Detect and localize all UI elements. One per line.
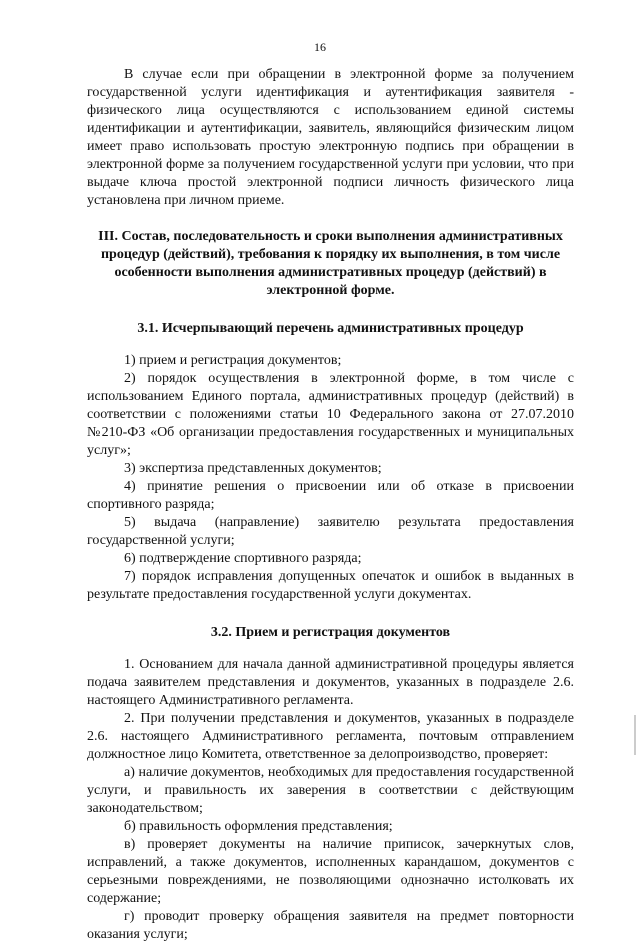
paragraph: 1. Основанием для начала данной административной процедуры является подача заявителем представления и документов, указанных в подразделе 2.6. настоящего Административного регламента. <box>87 657 574 708</box>
document-body <box>87 66 574 944</box>
section-title: III. Состав, последовательность и сроки выполнения административных процедур (действий), требования к порядку их выполнения, в том числе особенности выполнения административных процедур (действий) в электронной форме. <box>98 229 563 298</box>
list-item: 2) порядок осуществления в электронной форме, в том числе с использованием Единого портала, административных процедур (действий) в соответствии с положениями статьи 10 Федерального закона от 27.07.2010 №210-ФЗ «Об организации предоставления государственных и муниципальных услуг»; <box>87 371 574 458</box>
reception-paragraphs <box>87 656 574 944</box>
subsection-1-title: 3.1. Исчерпывающий перечень административных процедур <box>137 321 524 336</box>
paragraph: а) наличие документов, необходимых для предоставления государственной услуги, и правильность их заверения в соответствии с действующим законодательством; <box>87 765 574 816</box>
paragraph: 2. При получении представления и документов, указанных в подразделе 2.6. настоящего Административного регламента, почтовым отправлением должностное лицо Комитета, ответственное за делопроизводство, проверяет: <box>87 711 574 762</box>
subsection-2-title: 3.2. Прием и регистрация документов <box>210 625 451 640</box>
page-number: 16 <box>314 40 326 54</box>
list-item: 5) выдача (направление) заявителю результата предоставления государственной услуги; <box>87 515 574 548</box>
paragraph: в) проверяет документы на наличие приписок, зачеркнутых слов, исправлений, а также документов, исполненных карандашом, документов с серьезными повреждениями, не позволяющими однозначно истолковать их содержание; <box>87 837 574 906</box>
scan-edge-mark <box>634 715 636 755</box>
list-item: 7) порядок исправления допущенных опечаток и ошибок в выданных в результате предоставления государственной услуги документах. <box>87 569 574 602</box>
intro-paragraph: В случае если при обращении в электронной форме за получением государственной услуги идентификация и аутентификация заявителя - физического лица осуществляются с использованием единой системы идентификации и аутентификации, заявитель, являющийся физическим лицом имеет право использовать простую электронную подпись при обращении в электронной форме за получением государственной услуги при условии, что при выдаче ключа простой электронной подписи личность физического лица установлена при личном приеме. <box>87 67 574 208</box>
paragraph: б) правильность оформления представления; <box>124 819 393 834</box>
list-item: 4) принятие решения о присвоении или об отказе в присвоении спортивного разряда; <box>87 479 574 512</box>
paragraph: г) проводит проверку обращения заявителя на предмет повторности оказания услуги; <box>87 909 574 942</box>
procedures-list <box>87 352 574 604</box>
list-item: 6) подтверждение спортивного разряда; <box>124 551 362 566</box>
list-item: 1) прием и регистрация документов; <box>124 353 342 368</box>
list-item: 3) экспертиза представленных документов; <box>124 461 382 476</box>
